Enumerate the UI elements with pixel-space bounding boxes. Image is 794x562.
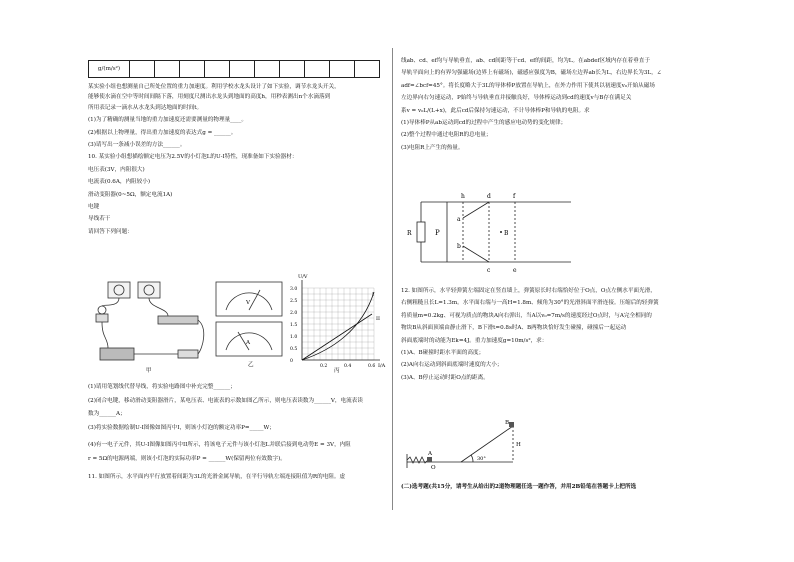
voltmeter-label: V — [246, 300, 251, 306]
curve-2 — [302, 314, 372, 360]
x-axis-label: I/A — [378, 363, 386, 369]
table-header-cell: g/(m/s²) — [89, 61, 130, 78]
question-2: (2)根据以上物理量，得出重力加速度的表达式g = ______。 — [88, 129, 237, 136]
answer-1: (1)请用笔划线代替导线，将实验电路图中补充完整______； — [88, 384, 236, 390]
fig-label-jia: 甲 — [146, 368, 152, 374]
equipment-item: 滑动变阻器(0~5Ω，额定电流1A) — [88, 191, 173, 198]
field-dot — [500, 231, 502, 233]
fig-label-yi: 乙 — [248, 362, 254, 368]
table-cell — [280, 61, 305, 78]
y-axis-label: U/V — [298, 274, 308, 280]
question-10: 10. 某实验小组想描绘额定电压为2.5V的小灯泡L的U-I特性，现准备如下实验器材： — [88, 154, 298, 161]
angle-arc — [471, 455, 473, 462]
answer-4-cont: r = 5Ω的电源两端，则该小灯泡的实际功率P = ______W(保留两位有效数字)。 — [88, 456, 286, 463]
wire — [102, 298, 119, 306]
table-cell — [155, 61, 180, 78]
experiment-figure — [88, 268, 388, 374]
curve-2-label: II — [376, 316, 380, 322]
block-a — [427, 457, 432, 462]
y-tick-label: 2.5 — [290, 299, 298, 304]
q12-line: 12. 如图所示，水平轻弹簧左端固定在竖直墙上，弹簧原长时右端恰好位于O点，O点左侧水平面光滑， — [401, 288, 656, 294]
label-block-b: B — [505, 420, 510, 426]
switch — [178, 350, 198, 358]
label-angle: 30° — [477, 456, 486, 462]
label-b-field: B — [504, 230, 509, 237]
circuit-apparatus — [96, 282, 204, 360]
y-tick-label: 0 — [290, 359, 293, 364]
question-11: 11. 如图所示，水平面内平行放置着间距为3L的光滑金属导轨，在平行导轨左端连接阻值为R的电阻。虚 — [88, 474, 346, 481]
intro-line: 能够使水滴在空中等时间间隔下落，用刻度尺测出水龙头到地面的高度h，用秒表测出n个水滴落到 — [88, 94, 331, 101]
q11-sub-1: (1)导体棒P从ab运动到cd的过程中产生的感应电动势的变化规律； — [401, 120, 567, 127]
answer-2-cont: 数为______A； — [88, 410, 126, 417]
ui-graph — [290, 274, 386, 369]
label-f: f — [513, 193, 516, 200]
rheostat — [158, 316, 198, 324]
q12-line: 斜面底端时的动能为Ek=4J。重力加速度g=10m/s²，求： — [401, 337, 548, 344]
bulb-base — [96, 314, 108, 322]
equipment-item: 导线若干 — [88, 216, 111, 223]
label-d: d — [487, 193, 491, 200]
y-tick-label: 2.0 — [290, 311, 298, 316]
label-e: e — [513, 267, 517, 274]
q12-line: 物块B从斜面顶端由静止滑下，B下滑t=0.8s时A、B两物块恰好发生碰撞，碰撞后一起运动 — [401, 325, 627, 332]
q12-sub-1: (1)A、B碰撞时距水平面的高度； — [401, 350, 485, 357]
equipment-item: 电流表(0.6A，内阻较小) — [88, 179, 151, 186]
table-cell — [130, 61, 155, 78]
boundary-lower — [463, 246, 489, 262]
q12-line: 右侧粗糙且长L=1.3m。水平面右端与一高H=1.8m、倾角为30°的光滑斜面平滑连接。压缩后的轻弹簧 — [401, 300, 659, 307]
q11-line: 线ab、cd、ef均与导轨垂直，ab、cd间距等于cd、ef的间距，均为L。在abdef区域内存在着垂直于 — [401, 58, 650, 64]
q11-line: 导轨平面向上的有界匀强磁场(边界上有磁场)，磁感应强度为B，磁场左边界ab长为L，右边界长为3L，∠ — [401, 70, 662, 77]
bulb — [98, 306, 106, 314]
boundary-upper — [463, 202, 489, 218]
x-tick-label: 0.2 — [320, 364, 328, 369]
table-cell — [205, 61, 230, 78]
voltmeter-box — [108, 282, 130, 298]
rail-diagram — [401, 190, 601, 276]
intro-line: 所用表记录一滴水从水龙头到达地面的时间t。 — [88, 104, 203, 111]
ammeter-label: A — [246, 340, 251, 346]
x-tick-label: 0.6 — [368, 364, 376, 369]
q12-sub-3: (3)A、B停止运动时距O点的距离。 — [401, 374, 489, 381]
table-cell — [355, 61, 380, 78]
label-c: c — [487, 267, 491, 274]
y-tick-label: 0.5 — [290, 347, 298, 352]
wire — [102, 322, 108, 348]
label-a: a — [457, 216, 461, 223]
label-block-a: A — [428, 451, 433, 457]
wire — [149, 298, 168, 316]
block-b — [509, 422, 514, 427]
q12-sub-2: (2)A向右运动到斜面底端时速度的大小； — [401, 362, 503, 369]
intro-line: 某实验小组也想测量自己所处位置的重力加速度。利用学校水龙头设计了如下实验，调节水龙头开关， — [88, 84, 340, 90]
x-tick-label: 0.4 — [344, 364, 352, 369]
answer-3: (3)将实验数据绘制U-I图像如图丙中I，则该小灯泡的额定功率P=_____W； — [88, 425, 275, 432]
answer-4: (4)有一电子元件，其U-I图像如图丙中II所示，将该电子元件与该小灯泡L并联后接到电动势E = 3V，内阻 — [88, 441, 351, 448]
prompt: 请回答下列问题： — [88, 228, 133, 235]
q12-line: 将质量m=0.2kg、可视为质点的物块A向右弹出，当A以v₀=7m/s的速度经过O点时，与A完全相同的 — [401, 312, 652, 319]
label-o: O — [431, 465, 436, 471]
ammeter-box — [138, 282, 160, 298]
answer-2: (2)闭合电键，移动滑动变阻器滑片，某电压表、电流表的示数如图乙所示，则电压表读数为______V，电流表读 — [88, 398, 363, 405]
label-p: P — [435, 229, 440, 237]
label-b: b — [457, 243, 461, 250]
data-table — [88, 60, 380, 78]
table-cell — [230, 61, 255, 78]
section-heading: (二)选考题(共15分，请考生从给出的2道物理题任选一题作答，并用2B铅笔在答题卡上把所选 — [401, 484, 637, 490]
label-h: h — [461, 193, 465, 200]
table-cell — [255, 61, 280, 78]
q11-line: adf=∠bcf=45°。将长度略大于3L的导体棒P放置在导轨上，在外力作用下使其以初速度v₀开始从磁场 — [401, 82, 655, 89]
q11-sub-3: (3)电阻R上产生的热量。 — [401, 144, 464, 151]
question-1: (1)为了精确的测量当地的重力加速度还需要测量的物理量____。 — [88, 117, 247, 124]
meter-voltmeter — [216, 282, 282, 316]
column-divider — [392, 48, 393, 510]
battery-pack — [100, 348, 134, 360]
label-r: R — [407, 230, 412, 237]
q11-sub-2: (2)整个过程中通过电阻R的总电量； — [401, 132, 492, 139]
y-tick-label: 1.5 — [290, 323, 298, 328]
wire — [198, 320, 204, 354]
label-h-height: H — [516, 442, 521, 448]
curve-1-label: I — [372, 292, 374, 298]
table-cell — [305, 61, 330, 78]
equipment-item: 电键 — [88, 204, 100, 211]
question-3: (3)请写出一条减小误差的方法______。 — [88, 142, 186, 149]
y-tick-label: 1.0 — [290, 335, 298, 340]
y-tick-label: 3.0 — [290, 287, 298, 292]
table-cell — [180, 61, 205, 78]
meter-ammeter — [216, 322, 282, 356]
equipment-item: 电压表(3V，内阻很大) — [88, 166, 145, 173]
q11-line: 系v = v₀L/(L+x)，此后cd后保持匀速运动，不计导体棒P和导轨的电阻。求 — [401, 107, 590, 114]
resistor-r — [417, 222, 425, 242]
table-cell — [330, 61, 355, 78]
q11-line: 左边界向右匀速运动，P始终与导轨垂直并接触良好，导体棒运动到cd的速度v与B存在满足关 — [401, 95, 632, 102]
incline-diagram — [401, 418, 581, 476]
fig-label-bing: 丙 — [334, 368, 340, 374]
incline — [461, 426, 513, 462]
